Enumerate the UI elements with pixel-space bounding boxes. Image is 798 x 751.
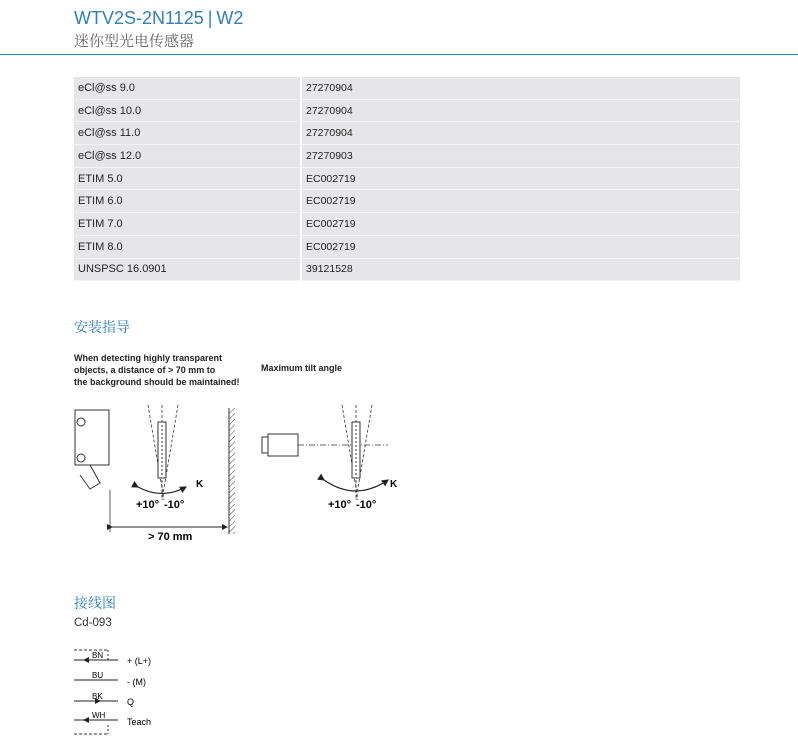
installation-title: 安装指导 [74,319,130,335]
product-title [74,8,243,29]
table-row [74,235,740,258]
angle-pos-right: +10° [328,499,352,511]
table-row [74,190,740,213]
table-row [74,145,740,168]
wire-code: BU [92,671,104,680]
classification-value: 27270904 [301,77,740,99]
angle-neg-left: -10° [164,499,185,511]
classification-value: 27270904 [301,99,740,122]
product-variant: W2 [216,8,244,28]
classification-label: eCl@ss 11.0 [74,122,301,145]
table-row [74,167,740,190]
classification-value: 27270903 [301,145,740,168]
wire-function: Q [127,697,135,707]
classification-label: ETIM 6.0 [74,190,301,213]
angle-pos-left: +10° [136,499,160,511]
angle-neg-right: -10° [356,499,377,511]
wiring-code: Cd-093 [74,617,112,629]
classification-value: EC002719 [301,213,740,236]
note-line: When detecting highly transparent [74,353,223,363]
rotation-label-right: K [390,479,398,490]
sensor-housing [75,410,109,489]
classification-label: eCl@ss 9.0 [74,77,301,99]
background-wall [229,408,235,534]
note-line: the background should be maintained! [74,377,240,387]
classification-value: 39121528 [301,258,740,281]
note-line: objects, a distance of > 70 mm to [74,365,216,375]
classification-label: ETIM 5.0 [74,167,301,190]
wire-function: Teach [127,717,152,727]
transparent-objects-note [74,352,240,388]
product-subtitle: 迷你型光电传感器 [74,33,195,50]
table-row [74,122,740,145]
distance-label: > 70 mm [148,531,193,543]
table-row [74,99,740,122]
classification-label: ETIM 8.0 [74,235,301,258]
table-row [74,213,740,236]
wire-code: BK [92,692,103,701]
wire-code: BN [92,651,104,660]
classification-value: 27270904 [301,122,740,145]
wiring-diagram [70,645,190,740]
product-model: WTV2S-2N1125 [74,8,204,28]
title-separator: | [207,8,213,28]
classification-label: UNSPSC 16.0901 [74,258,301,281]
wire-function: + (L+) [127,656,152,666]
table-row [74,258,740,281]
classification-label: eCl@ss 10.0 [74,99,301,122]
table-row [74,77,740,99]
page-header [0,0,798,55]
sensor-front-view [262,434,298,456]
classification-value: EC002719 [301,235,740,258]
wiring-title: 接线图 [74,595,116,611]
tilt-angle-note: Maximum tilt angle [261,363,343,373]
classification-value: EC002719 [301,167,740,190]
classification-label: ETIM 7.0 [74,213,301,236]
classification-value: EC002719 [301,190,740,213]
wire-code: WH [92,711,106,720]
classification-table [74,77,740,281]
wire-function: - (M) [127,677,146,687]
installation-diagram [60,390,420,550]
classification-label: eCl@ss 12.0 [74,145,301,168]
rotation-label-left: K [196,479,204,490]
